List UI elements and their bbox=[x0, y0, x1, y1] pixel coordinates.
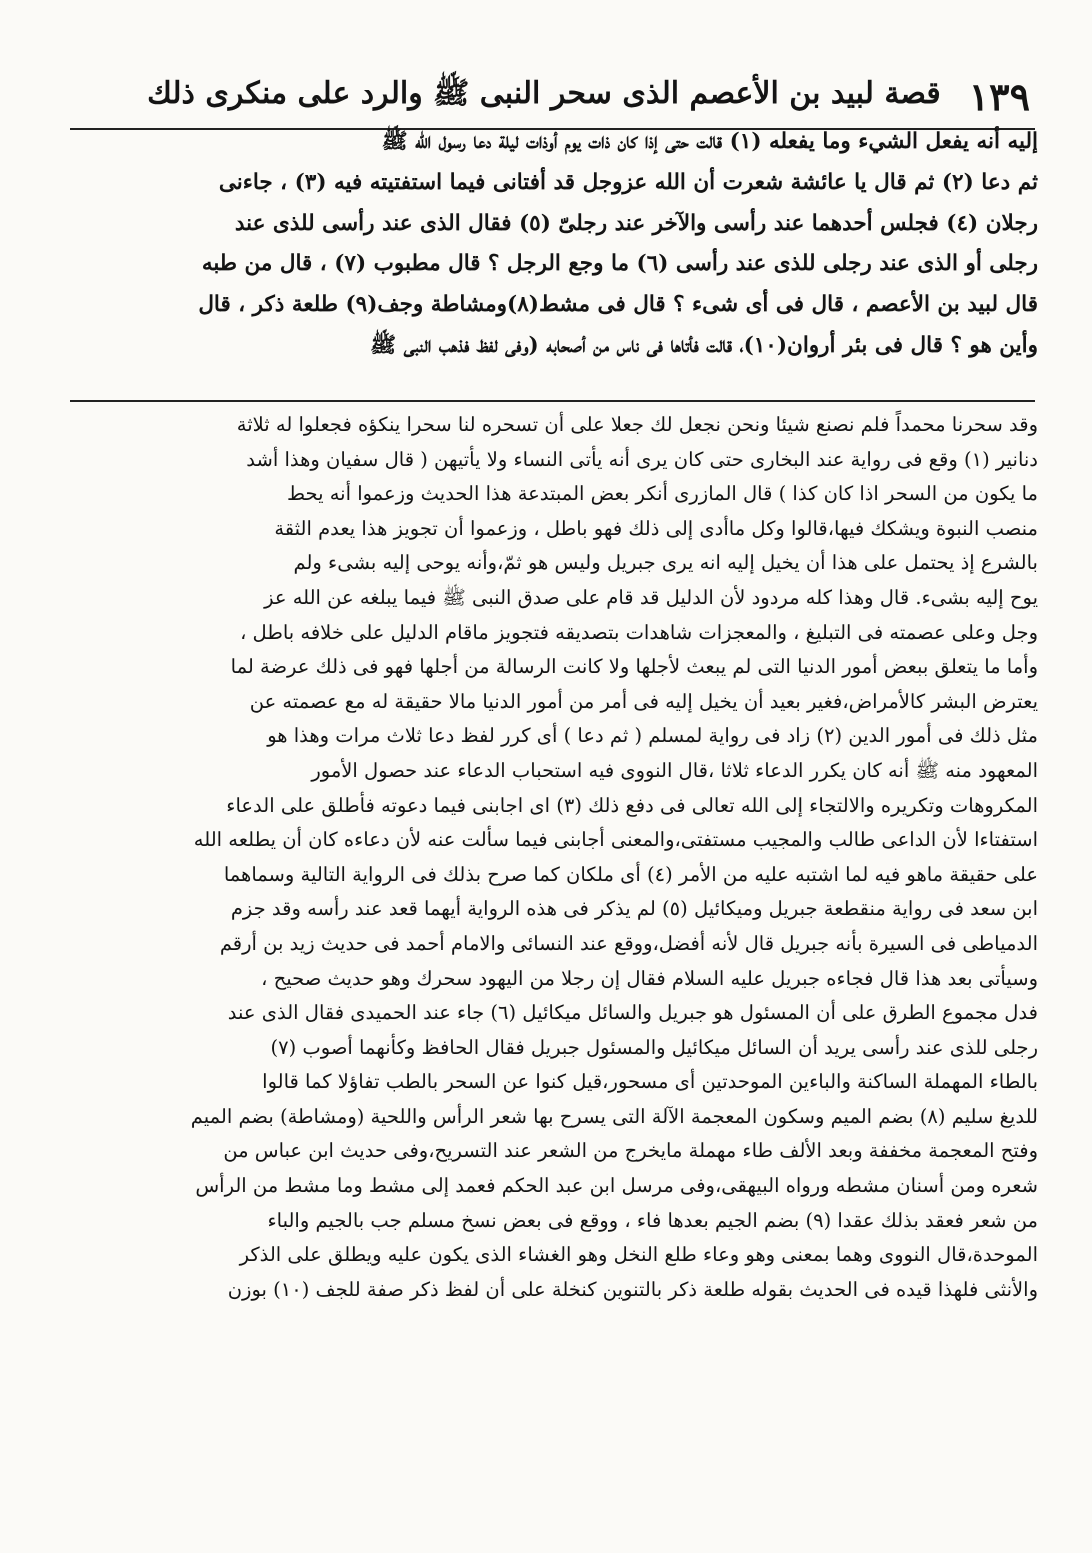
footnote-line: وأما ما يتعلق ببعض أمور الدنيا التى لم يبعث لأجلها ولا كانت الرسالة من أجلها فهو فى ذلك عرضة لما bbox=[230, 655, 1038, 679]
footnote-line: وجل وعلى عصمته فى التبليغ ، والمعجزات شاهدات بتصديقه فتجويز ماقام الدليل على خلافه باطل ، bbox=[240, 620, 1038, 644]
footnotes-text bbox=[68, 408, 1038, 1307]
main-text-line: ثم دعا (٢) ثم قال يا عائشة شعرت أن الله عزوجل قد أفتانى فيما استفتيته فيه (٣) ، جاءنى bbox=[218, 169, 1038, 195]
footnote-line: يعترض البشر كالأمراض،فغير بعيد أن يخيل إليه فى أمر من أمور الدنيا مالا حقيقة له مع عصمته عن bbox=[249, 689, 1038, 713]
running-title: قصة لبيد بن الأعصم الذى سحر النبى ﷺ والرد على منكرى ذلك bbox=[147, 75, 941, 111]
main-text-line: قال لبيد بن الأعصم ، قال فى أى شىء ؟ قال فى مشط(٨)ومشاطة وجف(٩) طلعة ذكر ، قال bbox=[198, 292, 1038, 318]
footnote-line: الدمياطى فى السيرة بأنه جبريل قال لأنه أفضل،ووقع عند النسائى والامام أحمد فى حديث زيد بن أرقم bbox=[219, 931, 1038, 955]
footnote-line: وفتح المعجمة مخففة وبعد الألف طاء مهملة مايخرج من الشعر عند التسريح،وفى حديث ابن عباس من bbox=[223, 1139, 1038, 1163]
footnote-line: مثل ذلك فى أمور الدين (٢) زاد فى رواية لمسلم ( ثم دعا ) أى كرر لفظ دعا ثلاث مرات وهذا هو bbox=[267, 724, 1038, 748]
footnote-line: للديغ سليم (٨) بضم الميم وسكون المعجمة الآلة التى يسرح بها شعر الرأس واللحية (ومشاطة) بضم الميم bbox=[190, 1104, 1038, 1128]
footnote-divider bbox=[70, 400, 1035, 402]
footnote-line: وسيأتى بعد هذا قال فجاءه جبريل عليه السلام فقال إن رجلا من اليهود سحرك وهو حديث صحيح ، bbox=[261, 966, 1038, 990]
footnote-line: ابن سعد فى رواية منقطعة جبريل وميكائيل (٥) لم يذكر فى هذه الرواية أيهما قعد عند رأسه وقد جزم bbox=[230, 897, 1038, 921]
footnote-line: الموحدة،قال النووى وهما بمعنى وهو وعاء طلع النخل وهو الغشاء الذى يكون عليه ويطلق على الذكر bbox=[239, 1243, 1038, 1267]
main-text-line: وأين هو ؟ قال فى بئر أروان(١٠)، قالت فأتاها فى ناس من أصحابه (وفى لفظ فذهب النبى ﷺ bbox=[370, 332, 1038, 358]
footnote-line: على حقيقة ماهو فيه لما اشتبه عليه من الأمر (٤) أى ملكان كما صرح بذلك فى الرواية التالية وسماهما bbox=[223, 862, 1038, 886]
footnote-line: يوح إليه بشىء. قال وهذا كله مردود لأن الدليل قد قام على صدق النبى ﷺ فيما يبلغه عن الله عز bbox=[264, 585, 1038, 609]
main-text bbox=[68, 122, 1038, 367]
footnote-line: بالطاء المهملة الساكنة والباءين الموحدتين أى مسحور،قيل كنوا عن السحر بالطب تفاؤلا كما قالوا bbox=[262, 1070, 1038, 1094]
footnote-line: فدل مجموع الطرق على أن المسئول هو جبريل والسائل ميكائيل (٦) جاء عند الحميدى فقال الذى عند bbox=[227, 1001, 1038, 1025]
footnote-line: ما يكون من السحر اذا كان كذا ) قال المازرى أنكر بعض المبتدعة هذا الحديث وزعموا أنه يحط bbox=[286, 482, 1038, 506]
page-number: ١٣٩ bbox=[968, 73, 1030, 119]
footnote-line: رجلى للذى عند رأسى يريد أن السائل ميكائيل والمسئول جبريل فقال الحافظ وكأنهما أصوب (٧) bbox=[270, 1035, 1038, 1059]
footnote-line: وقد سحرنا محمداً فلم نصنع شيئا ونحن نجعل لك جعلا على أن تسحره لنا سحرا ينكؤه فجعلوا له ثلاثة bbox=[236, 413, 1038, 436]
footnote-line: دنانير (١) وقع فى رواية عند البخارى حتى كان يرى أنه يأتى النساء ولا يأتيهن ( قال سفيان وهذا أشد bbox=[246, 447, 1038, 471]
main-text-line: رجلان (٤) فجلس أحدهما عند رأسى والآخر عند رجلىّ (٥) فقال الذى عند رأسى للذى عند bbox=[234, 210, 1038, 236]
footnote-line: استفتاءا لأن الداعى طالب والمجيب مستفتى،والمعنى أجابنى فيما سألت عنه لأن دعاءه كان أن يطلعه الله bbox=[193, 828, 1038, 852]
page-header bbox=[70, 66, 1030, 126]
footnote-line: والأنثى فلهذا قيده فى الحديث بقوله طلعة ذكر بالتنوين كنخلة على أن لفظ ذكر صفة للجف (١٠) بوزن bbox=[227, 1277, 1038, 1301]
footnote-line: بالشرع إذ يحتمل على هذا أن يخيل إليه انه يرى جبريل وليس هو ثمّ،وأنه يوحى إليه بشىء ولم bbox=[293, 551, 1038, 575]
footnote-line: المكروهات وتكريره والالتجاء إلى الله تعالى فى دفع ذلك (٣) اى اجابنى فيما دعوته فأطلق على الدعاء bbox=[226, 793, 1038, 817]
footnote-line: منصب النبوة ويشكك فيها،قالوا وكل ماأدى إلى ذلك فهو باطل ، وزعموا أن تجويز هذا يعدم الثقة bbox=[274, 516, 1038, 540]
footnote-line: شعره ومن أسنان مشطه ورواه البيهقى،وفى مرسل ابن عبد الحكم فعمد إلى مشط وما مشط من الرأس bbox=[195, 1174, 1038, 1198]
footnote-line: من شعر فعقد بذلك عقدا (٩) بضم الجيم بعدها فاء ، ووقع فى بعض نسخ مسلم جب بالجيم والباء bbox=[267, 1208, 1038, 1232]
main-text-line: إليه أنه يفعل الشيء وما يفعله (١) قالت حتى إذا كان ذات يوم أوذات ليلة دعا رسول الله ﷺ bbox=[381, 129, 1038, 154]
main-text-line: رجلى أو الذى عند رجلى للذى عند رأسى (٦) ما وجع الرجل ؟ قال مطبوب (٧) ، قال من طبه bbox=[201, 251, 1038, 277]
footnote-line: المعهود منه ﷺ أنه كان يكرر الدعاء ثلاثا ،قال النووى فيه استحباب الدعاء عند حصول الأمور bbox=[311, 758, 1038, 782]
